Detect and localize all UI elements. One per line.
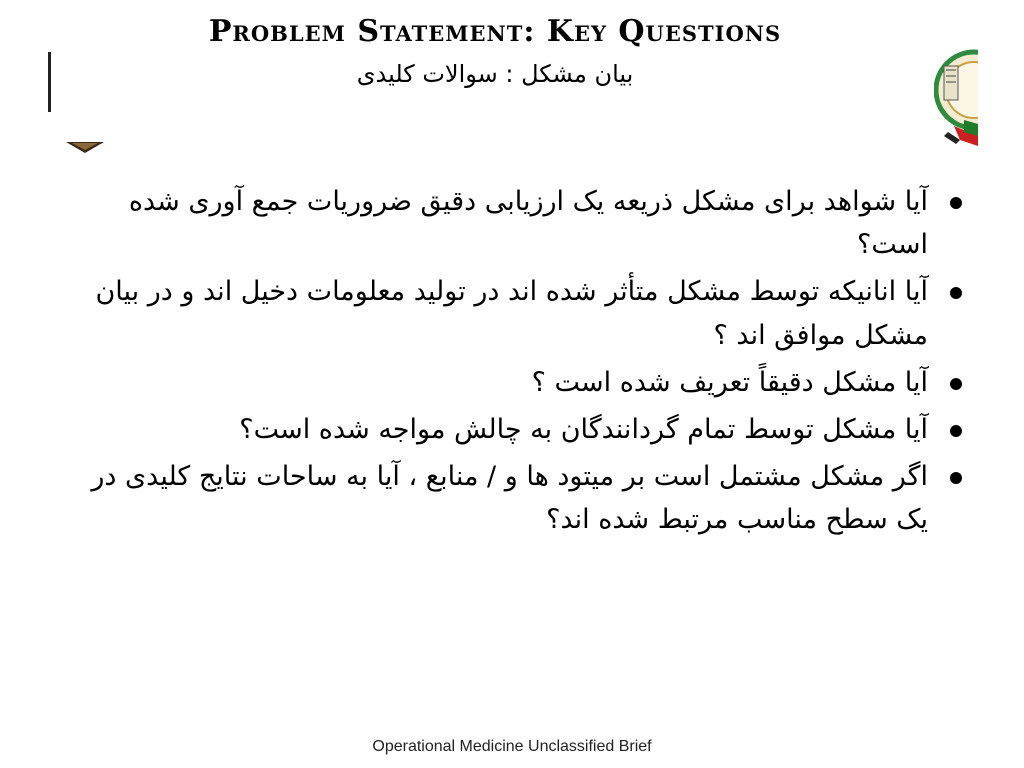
list-item: [70, 361, 970, 404]
list-item-text: آیا مشکل توسط تمام گردانندگان به چالش مواجه شده است؟: [239, 413, 928, 445]
bullet-dot-icon: [950, 197, 962, 209]
page-title: Problem Statement: Key Questions: [208, 14, 782, 49]
bullet-dot-icon: [950, 378, 962, 390]
footer-caption: Operational Medicine Unclassified Brief: [372, 738, 652, 755]
page-subtitle: بیان مشکل : سوالات کلیدی: [356, 60, 634, 88]
list-item-text: آیا انانیکه توسط مشکل متأثر شده اند در تولید معلومات دخیل اند و در بیان مشکل موافق اند ؟: [95, 276, 928, 351]
bullet-dot-icon: [950, 472, 962, 484]
list-item: [70, 270, 970, 356]
list-item-text: آیا مشکل دقیقاً تعریف شده است ؟: [531, 366, 928, 398]
list-item: [70, 408, 970, 451]
list-item: [70, 455, 970, 541]
bullet-dot-icon: [950, 425, 962, 437]
question-list: [70, 180, 970, 546]
list-item-text: آیا شواهد برای مشکل ذریعه یک ارزیابی دقیق ضروریات جمع آوری شده است؟: [128, 186, 928, 261]
list-item: [70, 180, 970, 266]
emblem-logo-icon: [934, 40, 978, 146]
bullet-dot-icon: [950, 287, 962, 299]
shield-emblem-icon: [64, 140, 106, 154]
list-item-text: اگر مشکل مشتمل است بر میتود ها و / منابع ، آیا به ساحات نتایج کلیدی در یک سطح مناسب مرتبط شده اند؟: [91, 461, 928, 536]
left-divider-line: [48, 52, 51, 112]
